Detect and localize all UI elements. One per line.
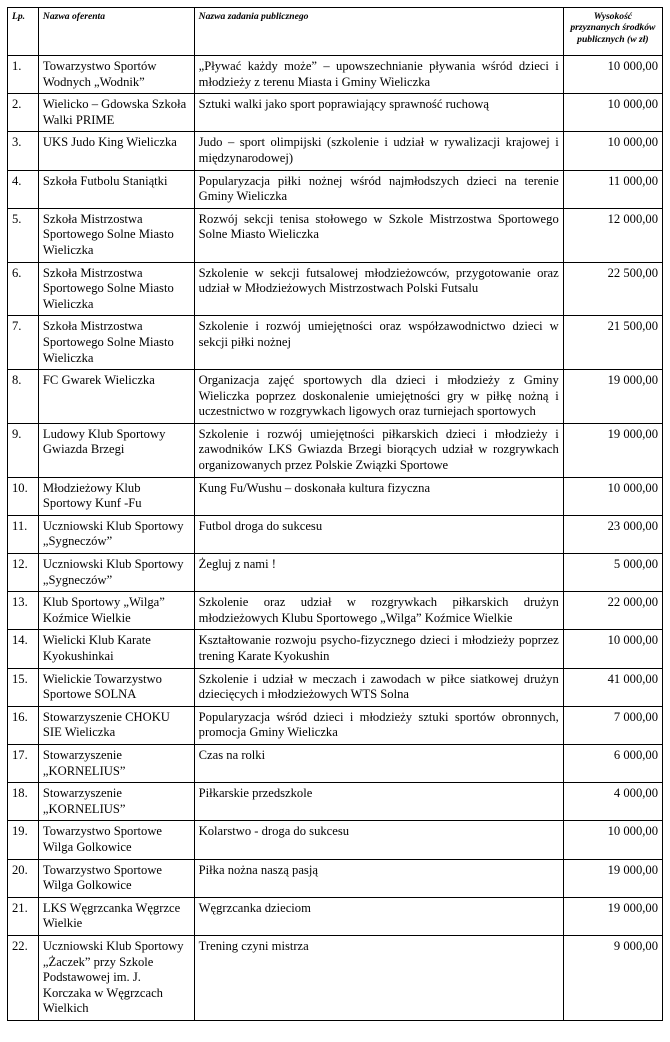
row-number: 20. [8, 859, 39, 897]
row-number: 5. [8, 208, 39, 262]
amount-value: 41 000,00 [563, 668, 662, 706]
table-row [8, 935, 663, 1020]
header-amount: Wysokość przyznanych środków publicznych (w zł) [563, 8, 662, 56]
table-row [8, 554, 663, 592]
row-number: 13. [8, 592, 39, 630]
applicant-name: Szkoła Mistrzostwa Sportowego Solne Miasto Wieliczka [38, 316, 194, 370]
task-name: Szkolenie i udział w meczach i zawodach w piłce siatkowej drużyn dziecięcych i młodzieżowych WTS Solna [194, 668, 563, 706]
task-name: Kung Fu/Wushu – doskonała kultura fizyczna [194, 477, 563, 515]
task-name: Rozwój sekcji tenisa stołowego w Szkole Mistrzostwa Sportowego Solne Miasto Wieliczka [194, 208, 563, 262]
header-row [8, 8, 663, 56]
row-number: 12. [8, 554, 39, 592]
applicant-name: Szkoła Futbolu Staniątki [38, 170, 194, 208]
amount-value: 6 000,00 [563, 744, 662, 782]
task-name: Popularyzacja piłki nożnej wśród najmłodszych dzieci na terenie Gminy Wieliczka [194, 170, 563, 208]
amount-value: 10 000,00 [563, 630, 662, 668]
table-row [8, 94, 663, 132]
amount-value: 19 000,00 [563, 423, 662, 477]
table-row [8, 744, 663, 782]
row-number: 11. [8, 515, 39, 553]
table-row [8, 668, 663, 706]
amount-value: 4 000,00 [563, 783, 662, 821]
task-name: Kształtowanie rozwoju psycho-fizycznego dzieci i młodzieży poprzez trening Karate Kyokushin [194, 630, 563, 668]
amount-value: 10 000,00 [563, 56, 662, 94]
applicant-name: Stowarzyszenie „KORNELIUS” [38, 783, 194, 821]
amount-value: 7 000,00 [563, 706, 662, 744]
row-number: 15. [8, 668, 39, 706]
amount-value: 10 000,00 [563, 132, 662, 170]
row-number: 1. [8, 56, 39, 94]
table-row [8, 170, 663, 208]
applicant-name: Towarzystwo Sportów Wodnych „Wodnik” [38, 56, 194, 94]
row-number: 14. [8, 630, 39, 668]
applicant-name: Klub Sportowy „Wilga” Koźmice Wielkie [38, 592, 194, 630]
applicant-name: Stowarzyszenie „KORNELIUS” [38, 744, 194, 782]
amount-value: 5 000,00 [563, 554, 662, 592]
row-number: 16. [8, 706, 39, 744]
amount-value: 12 000,00 [563, 208, 662, 262]
task-name: Szkolenie oraz udział w rozgrywkach piłkarskich drużyn młodzieżowych Klubu Sportowego „Wilga” Koźmice Wielkie [194, 592, 563, 630]
row-number: 10. [8, 477, 39, 515]
table-row [8, 132, 663, 170]
row-number: 3. [8, 132, 39, 170]
amount-value: 10 000,00 [563, 477, 662, 515]
row-number: 18. [8, 783, 39, 821]
applicant-name: Towarzystwo Sportowe Wilga Golkowice [38, 821, 194, 859]
amount-value: 19 000,00 [563, 859, 662, 897]
applicant-name: Towarzystwo Sportowe Wilga Golkowice [38, 859, 194, 897]
row-number: 9. [8, 423, 39, 477]
row-number: 22. [8, 935, 39, 1020]
table-row [8, 783, 663, 821]
task-name: Żegluj z nami ! [194, 554, 563, 592]
row-number: 7. [8, 316, 39, 370]
row-number: 19. [8, 821, 39, 859]
row-number: 6. [8, 262, 39, 316]
amount-value: 23 000,00 [563, 515, 662, 553]
table-row [8, 515, 663, 553]
amount-value: 22 500,00 [563, 262, 662, 316]
table-row [8, 477, 663, 515]
applicant-name: Wielicko – Gdowska Szkoła Walki PRIME [38, 94, 194, 132]
row-number: 4. [8, 170, 39, 208]
table-row [8, 592, 663, 630]
task-name: Trening czyni mistrza [194, 935, 563, 1020]
amount-value: 9 000,00 [563, 935, 662, 1020]
task-name: Organizacja zajęć sportowych dla dzieci i młodzieży z Gminy Wieliczka poprzez doskonalenie umiejętności gry w piłkę nożną i uczestnictwo w rozgrywkach ligowych oraz turniejach sportowych [194, 370, 563, 424]
table-row [8, 56, 663, 94]
applicant-name: UKS Judo King Wieliczka [38, 132, 194, 170]
task-name: Czas na rolki [194, 744, 563, 782]
task-name: Szkolenie w sekcji futsalowej młodzieżowców, przygotowanie oraz udział w Młodzieżowych Mistrzostwach Polski Futsalu [194, 262, 563, 316]
table-row [8, 821, 663, 859]
task-name: Szkolenie i rozwój umiejętności oraz współzawodnictwo dzieci w sekcji piłki nożnej [194, 316, 563, 370]
table-row [8, 316, 663, 370]
task-name: „Pływać każdy może” – upowszechnianie pływania wśród dzieci i młodzieży z terenu Miasta i Gminy Wieliczka [194, 56, 563, 94]
task-name: Futbol droga do sukcesu [194, 515, 563, 553]
table-row [8, 706, 663, 744]
task-name: Popularyzacja wśród dzieci i młodzieży sztuki sportów obronnych, promocja Gminy Wieliczka [194, 706, 563, 744]
amount-value: 10 000,00 [563, 94, 662, 132]
applicant-name: Uczniowski Klub Sportowy „Sygneczów” [38, 515, 194, 553]
grants-table [7, 7, 663, 1021]
task-name: Piłkarskie przedszkole [194, 783, 563, 821]
amount-value: 11 000,00 [563, 170, 662, 208]
row-number: 17. [8, 744, 39, 782]
applicant-name: Młodzieżowy Klub Sportowy Kunf -Fu [38, 477, 194, 515]
task-name: Kolarstwo - droga do sukcesu [194, 821, 563, 859]
applicant-name: Uczniowski Klub Sportowy „Sygneczów” [38, 554, 194, 592]
amount-value: 21 500,00 [563, 316, 662, 370]
table-body [8, 56, 663, 1021]
applicant-name: Szkoła Mistrzostwa Sportowego Solne Miasto Wieliczka [38, 262, 194, 316]
table-row [8, 262, 663, 316]
applicant-name: Ludowy Klub Sportowy Gwiazda Brzegi [38, 423, 194, 477]
table-row [8, 208, 663, 262]
amount-value: 10 000,00 [563, 821, 662, 859]
task-name: Węgrzcanka dzieciom [194, 897, 563, 935]
header-name: Nazwa oferenta [38, 8, 194, 56]
applicant-name: LKS Węgrzcanka Węgrzce Wielkie [38, 897, 194, 935]
task-name: Sztuki walki jako sport poprawiający sprawność ruchową [194, 94, 563, 132]
table-row [8, 370, 663, 424]
table-row [8, 859, 663, 897]
header-lp: Lp. [8, 8, 39, 56]
row-number: 2. [8, 94, 39, 132]
applicant-name: Stowarzyszenie CHOKU SIE Wieliczka [38, 706, 194, 744]
table-row [8, 630, 663, 668]
amount-value: 19 000,00 [563, 897, 662, 935]
table-row [8, 423, 663, 477]
amount-value: 19 000,00 [563, 370, 662, 424]
amount-value: 22 000,00 [563, 592, 662, 630]
task-name: Judo – sport olimpijski (szkolenie i udział w rywalizacji krajowej i międzynarodowej) [194, 132, 563, 170]
table-row [8, 897, 663, 935]
applicant-name: Uczniowski Klub Sportowy „Żaczek” przy Szkole Podstawowej im. J. Korczaka w Węgrzcach Wielkich [38, 935, 194, 1020]
applicant-name: FC Gwarek Wieliczka [38, 370, 194, 424]
applicant-name: Szkoła Mistrzostwa Sportowego Solne Miasto Wieliczka [38, 208, 194, 262]
applicant-name: Wielicki Klub Karate Kyokushinkai [38, 630, 194, 668]
header-task: Nazwa zadania publicznego [194, 8, 563, 56]
row-number: 8. [8, 370, 39, 424]
task-name: Szkolenie i rozwój umiejętności piłkarskich dzieci i młodzieży i zawodników LKS Gwiazda Brzegi biorących udział w rozgrywkach organizowanych przez Polskie Związki Sportowe [194, 423, 563, 477]
applicant-name: Wielickie Towarzystwo Sportowe SOLNA [38, 668, 194, 706]
row-number: 21. [8, 897, 39, 935]
task-name: Piłka nożna naszą pasją [194, 859, 563, 897]
